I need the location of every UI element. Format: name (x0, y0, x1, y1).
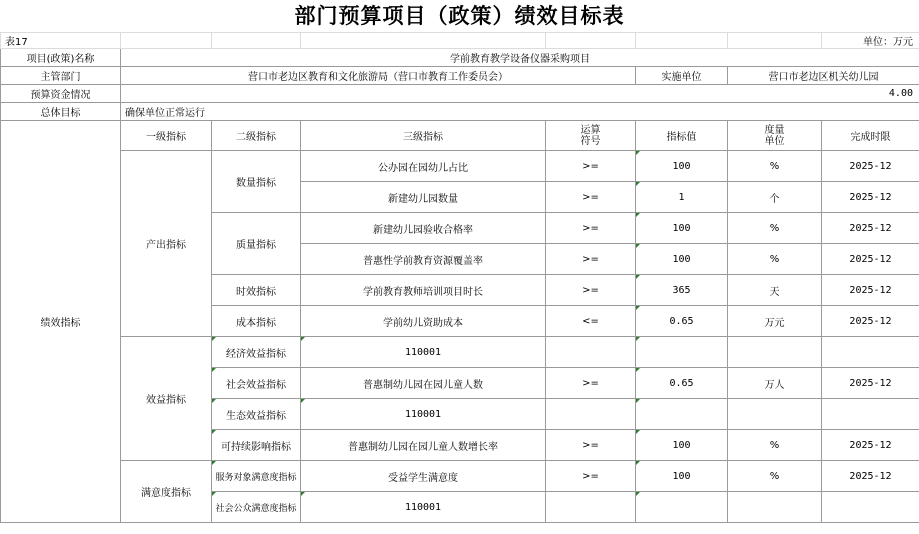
row-deadline: 2025-12 (822, 275, 919, 306)
row-unit: % (728, 151, 822, 182)
row-deadline (822, 399, 919, 430)
table-row (1, 337, 919, 368)
level2-cost: 成本指标 (212, 306, 301, 337)
header-level2: 二级指标 (212, 121, 301, 151)
row-op (546, 492, 636, 523)
row-op: >= (546, 182, 636, 213)
row-op: <= (546, 306, 636, 337)
level2-timeliness: 时效指标 (212, 275, 301, 306)
row-unit: 个 (728, 182, 822, 213)
header-level1: 一级指标 (121, 121, 212, 151)
row-value: 0.65 (636, 306, 728, 337)
row-op: >= (546, 430, 636, 461)
project-name-value: 学前教育教学设备仪器采购项目 (121, 49, 919, 67)
row-op: >= (546, 275, 636, 306)
row-name: 110001 (301, 399, 546, 430)
dept-value: 营口市老边区教育和文化旅游局（营口市教育工作委员会） (121, 67, 636, 85)
row-unit: % (728, 461, 822, 492)
table-caption-row (1, 33, 919, 49)
row-name: 110001 (301, 492, 546, 523)
dept-label: 主管部门 (1, 67, 121, 85)
row-unit: % (728, 244, 822, 275)
row-deadline: 2025-12 (822, 151, 919, 182)
row-value: 365 (636, 275, 728, 306)
row-name: 普惠制幼儿园在园儿童人数 (301, 368, 546, 399)
row-deadline: 2025-12 (822, 306, 919, 337)
row-deadline: 2025-12 (822, 213, 919, 244)
level2-service-satisfaction: 服务对象满意度指标 (212, 461, 301, 492)
perf-label: 绩效指标 (1, 121, 121, 523)
goal-label: 总体目标 (1, 103, 121, 121)
row-op: >= (546, 461, 636, 492)
row-name: 公办园在园幼儿占比 (301, 151, 546, 182)
row-value: 100 (636, 430, 728, 461)
header-value: 指标值 (636, 121, 728, 151)
row-op (546, 399, 636, 430)
level2-economic: 经济效益指标 (212, 337, 301, 368)
row-deadline (822, 337, 919, 368)
row-deadline: 2025-12 (822, 461, 919, 492)
header-level3: 三级指标 (301, 121, 546, 151)
row-deadline: 2025-12 (822, 182, 919, 213)
row-value (636, 492, 728, 523)
row-name: 受益学生满意度 (301, 461, 546, 492)
row-value: 1 (636, 182, 728, 213)
table-number: 表17 (1, 33, 121, 49)
goal-row (1, 103, 919, 121)
row-value: 100 (636, 151, 728, 182)
row-deadline (822, 492, 919, 523)
level2-sustainable: 可持续影响指标 (212, 430, 301, 461)
row-op: >= (546, 244, 636, 275)
row-value (636, 337, 728, 368)
row-unit: 万元 (728, 306, 822, 337)
level2-ecological: 生态效益指标 (212, 399, 301, 430)
project-name-label: 项目(政策)名称 (1, 49, 121, 67)
department-row (1, 67, 919, 85)
row-op: >= (546, 368, 636, 399)
budget-value: 4.00 (121, 85, 919, 103)
group-satisfaction: 满意度指标 (121, 461, 212, 523)
row-name: 学前教育教师培训项目时长 (301, 275, 546, 306)
budget-label: 预算资金情况 (1, 85, 121, 103)
unit-label: 单位：万元 (822, 33, 919, 49)
row-op: >= (546, 151, 636, 182)
row-deadline: 2025-12 (822, 430, 919, 461)
row-value: 100 (636, 244, 728, 275)
header-unit: 度量 单位 (728, 121, 822, 151)
level2-quantity: 数量指标 (212, 151, 301, 213)
row-name: 学前幼儿资助成本 (301, 306, 546, 337)
goal-value: 确保单位正常运行 (121, 103, 919, 121)
row-op: >= (546, 213, 636, 244)
row-deadline: 2025-12 (822, 368, 919, 399)
page-title: 部门预算项目（政策）绩效目标表 (294, 3, 625, 28)
row-deadline: 2025-12 (822, 244, 919, 275)
level2-public-satisfaction: 社会公众满意度指标 (212, 492, 301, 523)
row-unit (728, 337, 822, 368)
row-value: 100 (636, 461, 728, 492)
row-name: 普惠制幼儿园在园儿童人数增长率 (301, 430, 546, 461)
group-output: 产出指标 (121, 151, 212, 337)
row-name: 新建幼儿园验收合格率 (301, 213, 546, 244)
row-name: 普惠性学前教育资源覆盖率 (301, 244, 546, 275)
row-op (546, 337, 636, 368)
budget-row (1, 85, 919, 103)
level2-social: 社会效益指标 (212, 368, 301, 399)
row-unit (728, 399, 822, 430)
row-unit: % (728, 430, 822, 461)
impl-value: 营口市老边区机关幼儿园 (728, 67, 919, 85)
performance-target-table (0, 32, 919, 523)
level2-quality: 质量指标 (212, 213, 301, 275)
row-unit: % (728, 213, 822, 244)
row-value: 100 (636, 213, 728, 244)
row-value (636, 399, 728, 430)
table-row (1, 461, 919, 492)
group-benefit: 效益指标 (121, 337, 212, 461)
row-value: 0.65 (636, 368, 728, 399)
row-name: 新建幼儿园数量 (301, 182, 546, 213)
impl-label: 实施单位 (636, 67, 728, 85)
row-unit: 天 (728, 275, 822, 306)
row-unit: 万人 (728, 368, 822, 399)
row-name: 110001 (301, 337, 546, 368)
project-name-row (1, 49, 919, 67)
row-unit (728, 492, 822, 523)
header-row (1, 121, 919, 151)
header-deadline: 完成时限 (822, 121, 919, 151)
header-op: 运算 符号 (546, 121, 636, 151)
table-row (1, 151, 919, 182)
